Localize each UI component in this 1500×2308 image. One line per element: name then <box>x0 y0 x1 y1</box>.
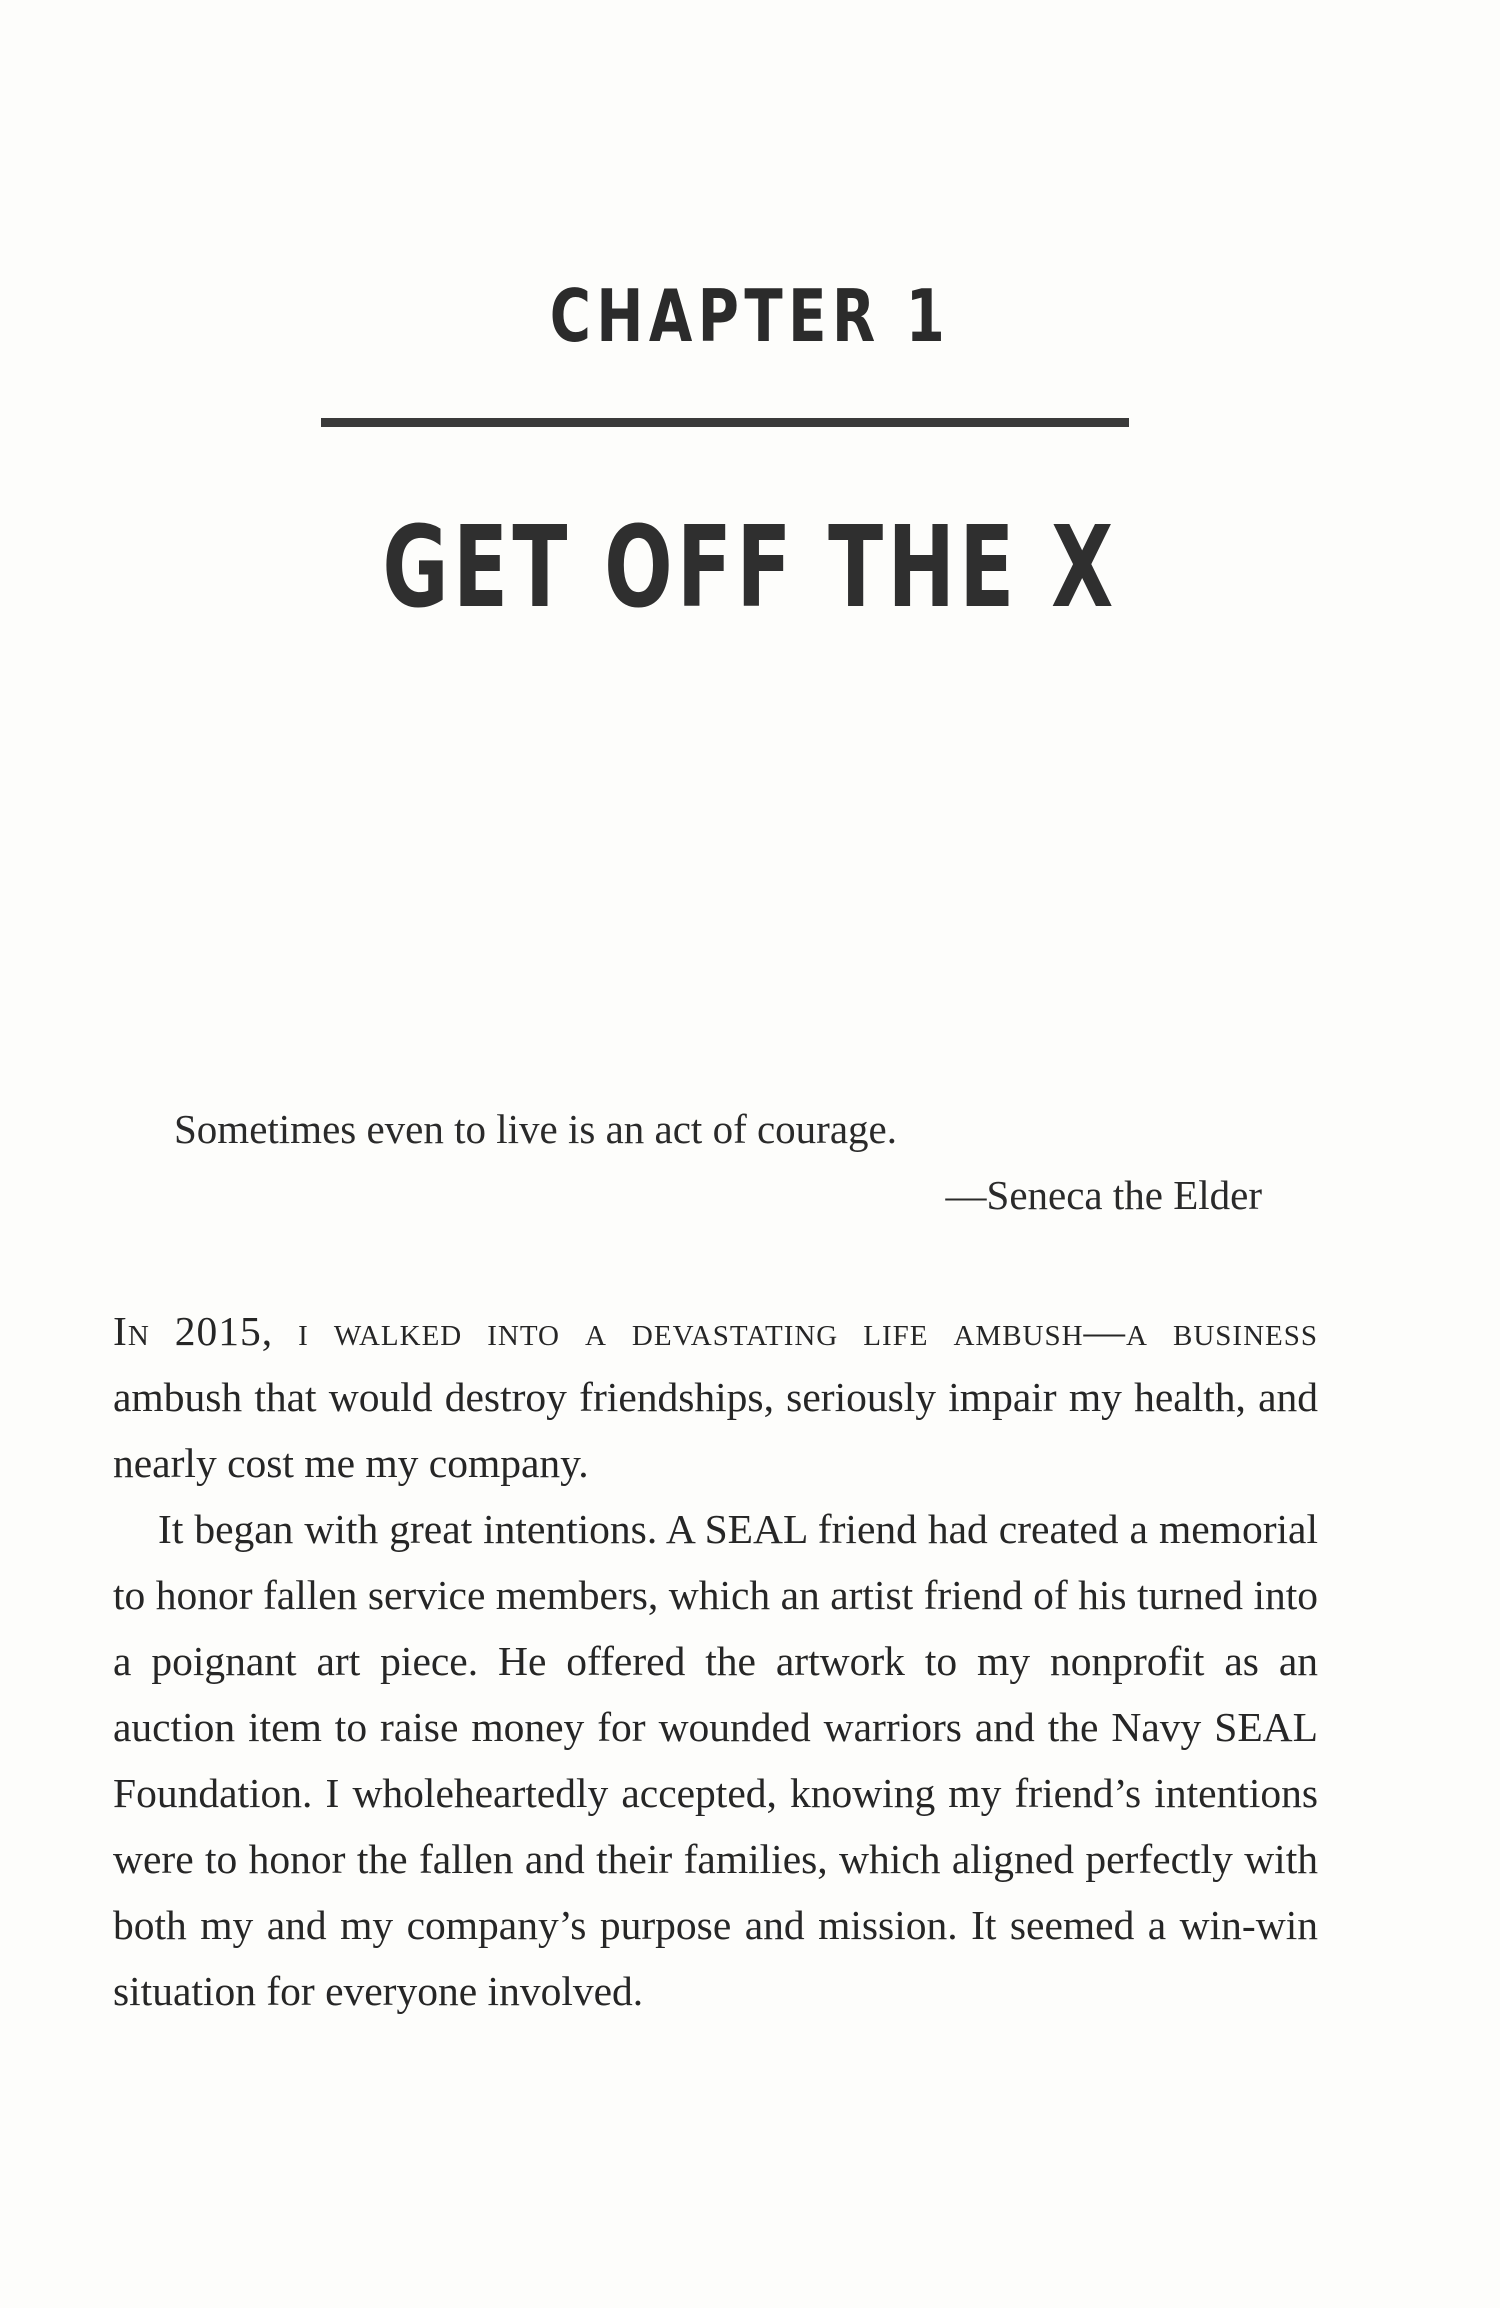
paragraph-2: It began with great intentions. A SEAL friend had created a memorial to honor fallen service members, which an artist friend of his turned into a poignant art piece. He offered the artwork to my nonprofit as an auction item to raise money for wounded warriors and the Navy SEAL Foundation. I wholeheartedly accepted, knowing my friend’s intentions were to honor the fallen and their families, which aligned perfectly with both my and my company’s purpose and mission. It seemed a win-win situation for everyone involved. <box>113 1506 1318 2014</box>
paragraph-1-text: ambush that would destroy friendships, seriously impair my health, and nearly cost me my company. <box>113 1374 1318 1486</box>
epigraph-attribution: —Seneca the Elder <box>945 1172 1262 1218</box>
epigraph <box>174 1096 1262 1228</box>
chapter-title: GET OFF THE X <box>382 503 1118 633</box>
chapter-divider-rule <box>321 418 1129 427</box>
chapter-label: CHAPTER 1 <box>549 274 951 358</box>
epigraph-quote: Sometimes even to live is an act of courage. <box>174 1106 897 1152</box>
paragraph-lead-in: In 2015, i walked into a devastating life ambush—a business <box>113 1308 1318 1354</box>
chapter-body <box>113 1298 1318 2024</box>
paragraph-1 <box>113 1298 1318 1496</box>
